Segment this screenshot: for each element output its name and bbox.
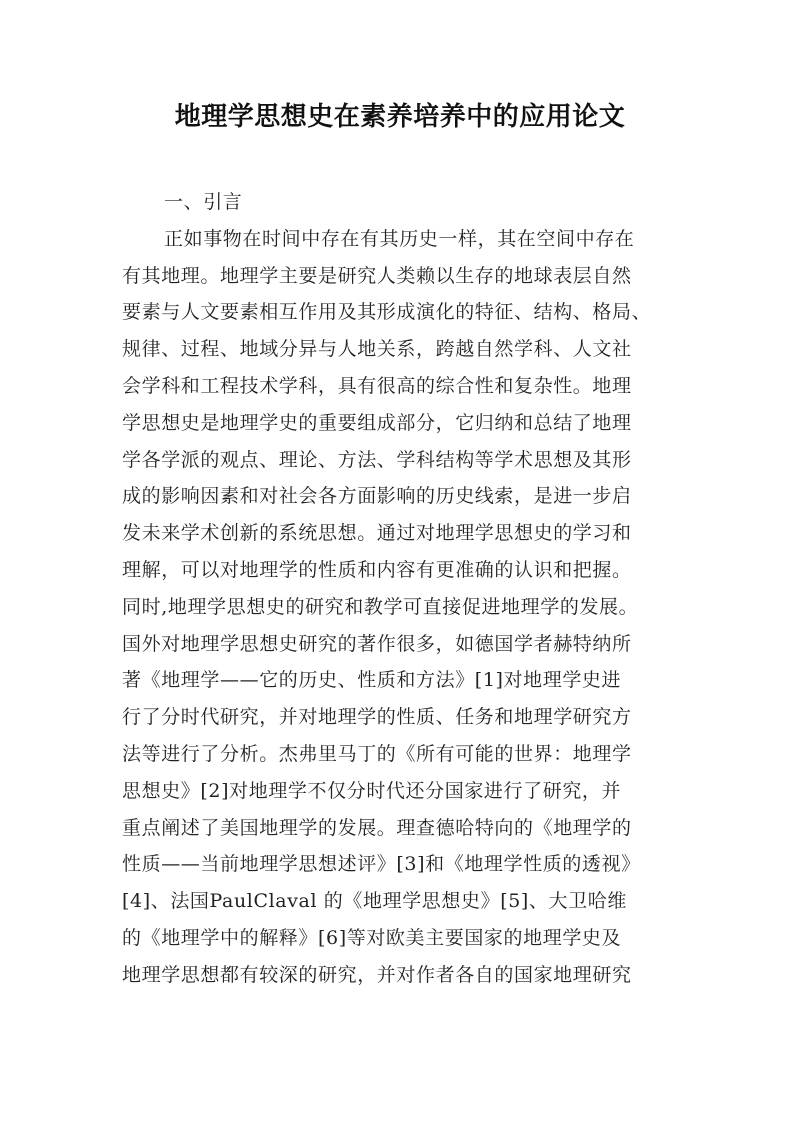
text-line: 学各学派的观点、理论、方法、学科结构等学术思想及其形 (122, 448, 632, 471)
text-line: 思想史》[2]对地理学不仅分时代还分国家进行了研究，并 (122, 779, 622, 802)
text-line: 要素与人文要素相互作用及其形成演化的特征、结构、格局、 (122, 301, 652, 324)
text-line: 成的影响因素和对社会各方面影响的历史线索，是进一步启 (122, 485, 632, 508)
text-line: 发未来学术创新的系统思想。通过对地理学思想史的学习和 (122, 522, 632, 545)
text-line: 理解，可以对地理学的性质和内容有更准确的认识和把握。 (122, 558, 632, 581)
text-line: 地理学思想都有较深的研究，并对作者各自的国家地理研究 (122, 963, 632, 986)
text-line: 会学科和工程技术学科，具有很高的综合性和复杂性。地理 (122, 374, 632, 397)
text-line: 重点阐述了美国地理学的发展。理查德哈特向的《地理学的 (122, 816, 632, 839)
text-line: 学思想史是地理学史的重要组成部分，它归纳和总结了地理 (122, 411, 632, 434)
text-line: 的《地理学中的解释》[6]等对欧美主要国家的地理学史及 (122, 926, 622, 949)
text-line: 规律、过程、地域分异与人地关系，跨越自然学科、人文社 (122, 338, 632, 361)
body-text (122, 184, 682, 994)
text-line: 正如事物在时间中存在有其历史一样，其在空间中存在 (164, 227, 635, 250)
text-line: 法等进行了分析。杰弗里马丁的《所有可能的世界：地理学 (122, 742, 632, 765)
text-line: 著《地理学——它的历史、性质和方法》[1]对地理学史进 (122, 669, 622, 692)
text-line: 性质——当前地理学思想述评》[3]和《地理学性质的透视》 (122, 853, 641, 876)
text-line: 行了分时代研究，并对地理学的性质、任务和地理学研究方 (122, 706, 632, 729)
text-line: [4]、法国PaulClaval 的《地理学思想史》[5]、大卫哈维 (122, 890, 627, 913)
section-heading: 一、引言 (164, 191, 243, 213)
text-line: 国外对地理学思想史研究的著作很多，如德国学者赫特纳所 (122, 632, 632, 655)
text-line: 有其地理。地理学主要是研究人类赖以生存的地球表层自然 (122, 264, 632, 287)
document-title: 地理学思想史在素养培养中的应用论文 (174, 102, 626, 132)
text-line: 同时,地理学思想史的研究和教学可直接促进地理学的发展。 (122, 595, 639, 618)
